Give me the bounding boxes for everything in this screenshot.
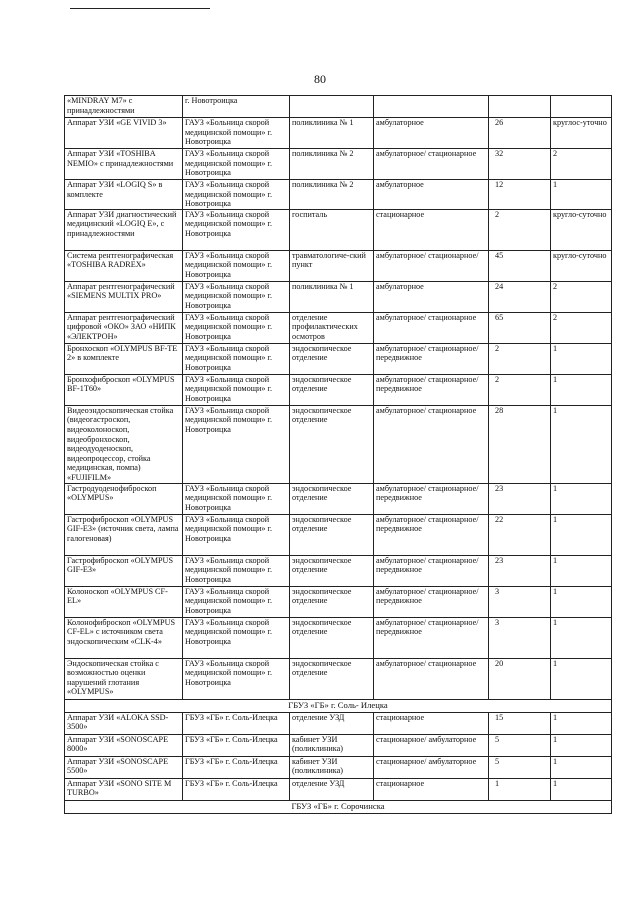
cell-hours: 1	[551, 586, 612, 617]
cell-mode: амбулаторное	[374, 180, 489, 210]
page-number: 80	[314, 72, 326, 86]
cell-device-name: Система рентгенографическая «TOSHIBA RADREX»	[65, 250, 183, 281]
cell-organization: ГБУЗ «ГБ» г. Соль-Илецка	[183, 756, 290, 778]
cell-unit: эндоскопическое отделение	[290, 617, 374, 658]
cell-hours: 2	[551, 281, 612, 312]
cell-organization: ГАУЗ «Больница скорой медицинской помощи» г. Новотроицка	[183, 555, 290, 586]
cell-device-name: Бронхофиброскоп «OLYMPUS BF-1T60»	[65, 374, 183, 405]
cell-quantity: 12	[489, 180, 551, 210]
cell-mode: амбулаторное/ стационарное/ передвижное	[374, 374, 489, 405]
cell-quantity: 24	[489, 281, 551, 312]
cell-device-name: Видеоэндоскопическая стойка (видеогастроскоп, видеоколоноскоп, видеобронхоскоп, видеодуоденоскоп, видеопроцессор, стойка медицинская, помпа) «FUJIFILM»	[65, 405, 183, 483]
top-rule	[70, 8, 210, 9]
cell-organization: ГАУЗ «Больница скорой медицинской помощи» г. Новотроицка	[183, 343, 290, 374]
table-row	[65, 180, 612, 210]
cell-unit: отделение УЗД	[290, 778, 374, 800]
cell-quantity: 65	[489, 312, 551, 343]
cell-quantity: 15	[489, 712, 551, 734]
cell-unit: эндоскопическое отделение	[290, 555, 374, 586]
cell-device-name: Аппарат УЗИ «ALOKA SSD-3500»	[65, 712, 183, 734]
cell-organization: ГАУЗ «Больница скорой медицинской помощи» г. Новотроицка	[183, 617, 290, 658]
cell-device-name: Аппарат УЗИ «TOSHIBA NEMIO» с принадлежностями	[65, 149, 183, 180]
cell-quantity: 2	[489, 343, 551, 374]
cell-device-name: Аппарат рентгенографический цифровой «ОКО» ЗАО «НИПК «ЭЛЕКТРОН»	[65, 312, 183, 343]
cell-hours: 1	[551, 405, 612, 483]
table-row	[65, 118, 612, 149]
cell-unit: эндоскопическое отделение	[290, 405, 374, 483]
cell-mode: амбулаторное	[374, 281, 489, 312]
cell-mode: стационарное/ амбулаторное	[374, 734, 489, 756]
cell-quantity: 20	[489, 658, 551, 699]
table-row	[65, 712, 612, 734]
cell-organization: ГАУЗ «Больница скорой медицинской помощи» г. Новотроицка	[183, 483, 290, 514]
cell-hours: круглос-уточно	[551, 118, 612, 149]
cell-mode: стационарное	[374, 712, 489, 734]
cell-organization: ГАУЗ «Больница скорой медицинской помощи» г. Новотроицка	[183, 658, 290, 699]
cell-hours: 1	[551, 343, 612, 374]
cell-unit: эндоскопическое отделение	[290, 514, 374, 555]
cell-unit: кабинет УЗИ (поликлиника)	[290, 734, 374, 756]
cell-mode: амбулаторное	[374, 118, 489, 149]
equipment-table	[64, 95, 612, 814]
cell-unit: поликлиника № 1	[290, 281, 374, 312]
cell-unit: эндоскопическое отделение	[290, 343, 374, 374]
cell-hours: 1	[551, 374, 612, 405]
cell-quantity: 2	[489, 209, 551, 250]
cell-unit: эндоскопическое отделение	[290, 586, 374, 617]
cell-organization: ГАУЗ «Больница скорой медицинской помощи» г. Новотроицка	[183, 312, 290, 343]
cell-device-name: Бронхоскоп «OLYMPUS BF-TE 2» в комплекте	[65, 343, 183, 374]
cell-organization: ГАУЗ «Больница скорой медицинской помощи» г. Новотроицка	[183, 180, 290, 210]
cell-device-name: Гастрофиброскоп «OLYMPUS GIF-E3»	[65, 555, 183, 586]
cell-hours: 2	[551, 312, 612, 343]
cell-organization: ГБУЗ «ГБ» г. Соль-Илецка	[183, 734, 290, 756]
table-row	[65, 483, 612, 514]
cell-unit: травматологиче-ский пункт	[290, 250, 374, 281]
cell-hours: 1	[551, 483, 612, 514]
cell-quantity: 22	[489, 514, 551, 555]
cell-quantity: 3	[489, 586, 551, 617]
section-row	[65, 800, 612, 813]
cell-organization: ГБУЗ «ГБ» г. Соль-Илецка	[183, 778, 290, 800]
table-row	[65, 405, 612, 483]
cell-mode: стационарное/ амбулаторное	[374, 756, 489, 778]
cell-hours: кругло-суточно	[551, 250, 612, 281]
cell-mode: стационарное	[374, 778, 489, 800]
cell-mode: амбулаторное/ стационарное/ передвижное	[374, 617, 489, 658]
cell-unit: кабинет УЗИ (поликлиника)	[290, 756, 374, 778]
table-row	[65, 96, 612, 118]
table-row	[65, 209, 612, 250]
cell-mode: стационарное	[374, 209, 489, 250]
cell-device-name: Аппарат УЗИ «LOGIQ S» в комплекте	[65, 180, 183, 210]
cell-mode: амбулаторное/ стационарное	[374, 312, 489, 343]
cell-hours: 1	[551, 514, 612, 555]
cell-unit: эндоскопическое отделение	[290, 483, 374, 514]
cell-quantity: 32	[489, 149, 551, 180]
cell-unit: эндоскопическое отделение	[290, 374, 374, 405]
cell-device-name: Аппарат УЗИ диагностический медицинский «LOGIQ E», с принадлежностями	[65, 209, 183, 250]
table-row	[65, 778, 612, 800]
cell-quantity: 5	[489, 734, 551, 756]
table-row	[65, 374, 612, 405]
cell-device-name: «MINDRAY M7» с принадлежностями	[65, 96, 183, 118]
table-row	[65, 658, 612, 699]
cell-device-name: Колоноскоп «OLYMPUS CF-EL»	[65, 586, 183, 617]
section-title: ГБУЗ «ГБ» г. Соль- Илецка	[65, 699, 612, 712]
cell-hours: 1	[551, 734, 612, 756]
cell-mode: амбулаторное/ стационарное	[374, 149, 489, 180]
cell-organization: ГАУЗ «Больница скорой медицинской помощи» г. Новотроицка	[183, 405, 290, 483]
cell-quantity	[489, 96, 551, 118]
cell-quantity: 5	[489, 756, 551, 778]
cell-quantity: 28	[489, 405, 551, 483]
cell-unit: поликлиника № 2	[290, 180, 374, 210]
cell-quantity: 23	[489, 483, 551, 514]
cell-organization: ГАУЗ «Больница скорой медицинской помощи» г. Новотроицка	[183, 374, 290, 405]
cell-mode	[374, 96, 489, 118]
cell-hours: 1	[551, 712, 612, 734]
cell-mode: амбулаторное/ стационарное	[374, 658, 489, 699]
table-row	[65, 734, 612, 756]
cell-mode: амбулаторное/ стационарное/ передвижное	[374, 586, 489, 617]
cell-device-name: Аппарат УЗИ «SONOSCAPE 8000»	[65, 734, 183, 756]
cell-organization: г. Новотроицка	[183, 96, 290, 118]
cell-unit: отделение профилактических осмотров	[290, 312, 374, 343]
cell-device-name: Эндоскопическая стойка с возможностью оценки нарушений глотания «OLYMPUS»	[65, 658, 183, 699]
cell-quantity: 2	[489, 374, 551, 405]
cell-mode: амбулаторное/ стационарное/ передвижное	[374, 483, 489, 514]
cell-hours: кругло-суточно	[551, 209, 612, 250]
table-row	[65, 756, 612, 778]
table-row	[65, 281, 612, 312]
cell-unit: госпиталь	[290, 209, 374, 250]
table-row	[65, 555, 612, 586]
cell-unit: отделение УЗД	[290, 712, 374, 734]
cell-device-name: Аппарат УЗИ «SONO SITE M TURBO»	[65, 778, 183, 800]
table-row	[65, 617, 612, 658]
cell-organization: ГАУЗ «Больница скорой медицинской помощи» г. Новотроицка	[183, 281, 290, 312]
cell-organization: ГАУЗ «Больница скорой медицинской помощи» г. Новотроицка	[183, 586, 290, 617]
cell-device-name: Аппарат УЗИ «GE VIVID 3»	[65, 118, 183, 149]
cell-organization: ГАУЗ «Больница скорой медицинской помощи» г. Новотроицка	[183, 209, 290, 250]
cell-device-name: Аппарат рентгенографический «SIEMENS MULTIX PRO»	[65, 281, 183, 312]
cell-quantity: 1	[489, 778, 551, 800]
cell-mode: амбулаторное/ стационарное/ передвижное	[374, 343, 489, 374]
cell-organization: ГАУЗ «Больница скорой медицинской помощи» г. Новотроицка	[183, 514, 290, 555]
cell-hours: 1	[551, 617, 612, 658]
cell-device-name: Аппарат УЗИ «SONOSCAPE 5500»	[65, 756, 183, 778]
section-row	[65, 699, 612, 712]
cell-organization: ГАУЗ «Больница скорой медицинской помощи» г. Новотроицка	[183, 149, 290, 180]
cell-unit: поликлиника № 2	[290, 149, 374, 180]
cell-hours: 1	[551, 180, 612, 210]
table-row	[65, 343, 612, 374]
cell-hours: 1	[551, 658, 612, 699]
table-row	[65, 312, 612, 343]
table-row	[65, 149, 612, 180]
cell-device-name: Гастродуоденофиброскоп «OLYMPUS»	[65, 483, 183, 514]
cell-quantity: 26	[489, 118, 551, 149]
cell-organization: ГАУЗ «Больница скорой медицинской помощи» г. Новотроицка	[183, 118, 290, 149]
cell-hours: 2	[551, 149, 612, 180]
cell-organization: ГБУЗ «ГБ» г. Соль-Илецка	[183, 712, 290, 734]
cell-mode: амбулаторное/ стационарное	[374, 405, 489, 483]
cell-device-name: Гастрофиброскоп «OLYMPUS GIF-E3» (источник света, лампа галогеновая)	[65, 514, 183, 555]
cell-hours	[551, 96, 612, 118]
table-row	[65, 514, 612, 555]
cell-unit: поликлиника № 1	[290, 118, 374, 149]
section-title: ГБУЗ «ГБ» г. Сорочинска	[65, 800, 612, 813]
cell-hours: 1	[551, 555, 612, 586]
cell-quantity: 45	[489, 250, 551, 281]
cell-mode: амбулаторное/ стационарное/	[374, 250, 489, 281]
cell-unit	[290, 96, 374, 118]
cell-mode: амбулаторное/ стационарное/ передвижное	[374, 514, 489, 555]
cell-organization: ГАУЗ «Больница скорой медицинской помощи» г. Новотроицка	[183, 250, 290, 281]
cell-quantity: 23	[489, 555, 551, 586]
cell-unit: эндоскопическое отделение	[290, 658, 374, 699]
cell-hours: 1	[551, 778, 612, 800]
cell-hours: 1	[551, 756, 612, 778]
table-row	[65, 586, 612, 617]
cell-mode: амбулаторное/ стационарное/ передвижное	[374, 555, 489, 586]
table-row	[65, 250, 612, 281]
cell-quantity: 3	[489, 617, 551, 658]
cell-device-name: Колонофиброскоп «OLYMPUS CF-EL» с источником света эндоскопическим «CLK-4»	[65, 617, 183, 658]
